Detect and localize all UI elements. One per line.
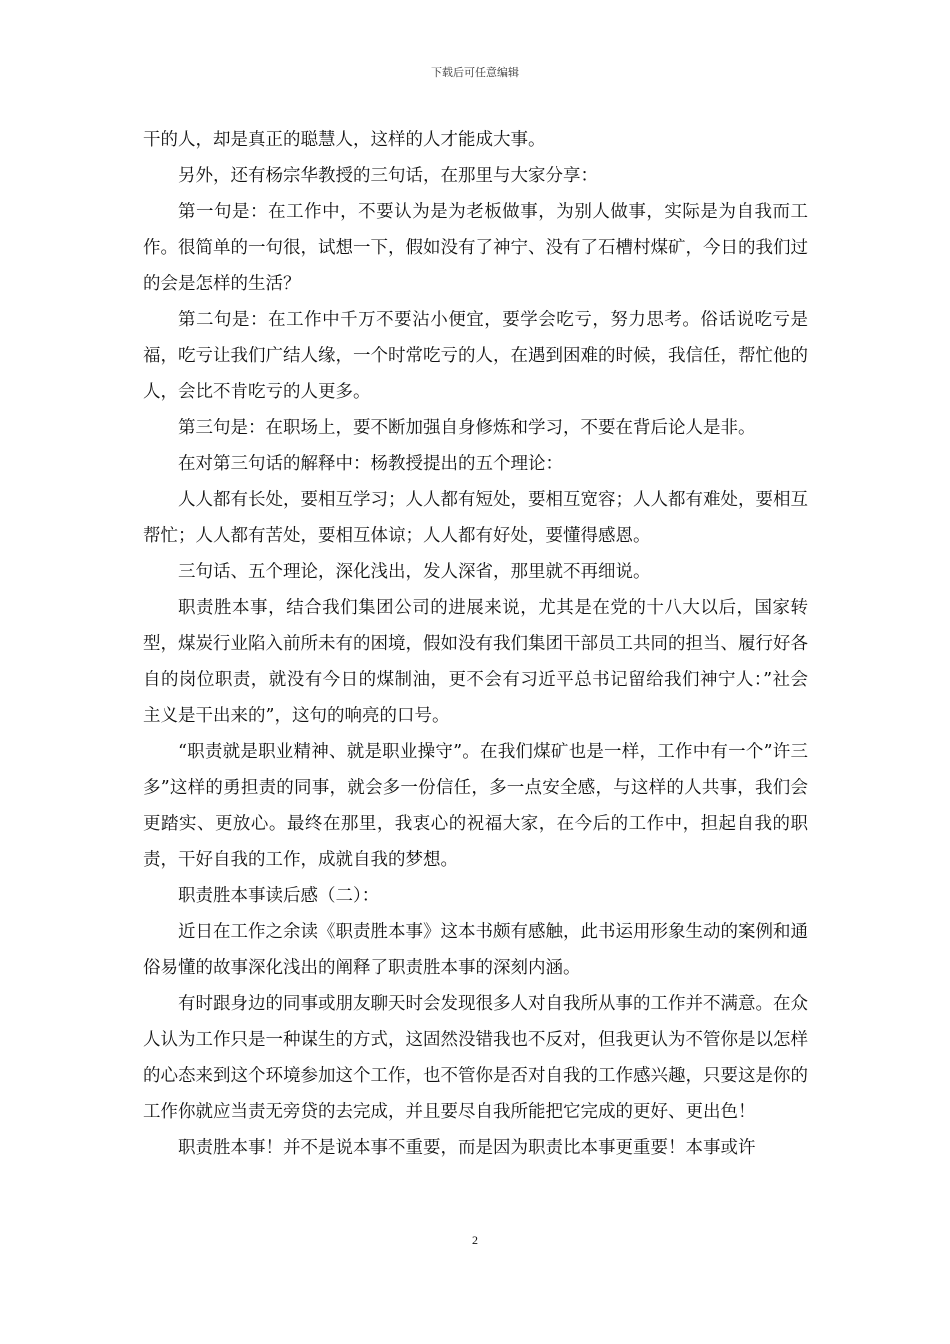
paragraph-6: 在对第三句话的解释中：杨教授提出的五个理论： bbox=[178, 454, 563, 474]
paragraph-14: 职责胜本事！并不是说本事不重要，而是因为职责比本事更重要！本事或许 bbox=[178, 1138, 756, 1158]
paragraph-3: 第一句是：在工作中，不要认为是为老板做事，为别人做事，实际是为自我而工作。很简单的一句很，试想一下，假如没有了神宁、没有了石槽村煤矿，今日的我们过的会是怎样的生活？ bbox=[143, 202, 808, 294]
paragraph-7: 人人都有长处，要相互学习；人人都有短处，要相互宽容；人人都有难处，要相互帮忙；人人都有苦处，要相互体谅；人人都有好处，要懂得感恩。 bbox=[143, 490, 808, 546]
paragraph-9: 职责胜本事，结合我们集团公司的进展来说，尤其是在党的十八大以后，国家转型，煤炭行业陷入前所未有的困境，假如没有我们集团干部员工共同的担当、履行好各自的岗位职责，就没有今日的煤制油，更不会有习近平总书记留给我们神宁人：”社会主义是干出来的”，这句的响亮的口号。 bbox=[143, 598, 808, 726]
paragraph-1: 干的人，却是真正的聪慧人，这样的人才能成大事。 bbox=[143, 130, 546, 150]
document-body bbox=[143, 122, 808, 1166]
paragraph-11: 职责胜本事读后感（二）： bbox=[178, 886, 380, 906]
paragraph-12: 近日在工作之余读《职责胜本事》这本书颇有感触，此书运用形象生动的案例和通俗易懂的故事深化浅出的阐释了职责胜本事的深刻内涵。 bbox=[143, 922, 808, 978]
paragraph-13: 有时跟身边的同事或朋友聊天时会发现很多人对自我所从事的工作并不满意。在众人认为工作只是一种谋生的方式，这固然没错我也不反对，但我更认为不管你是以怎样的心态来到这个环境参加这个工作，也不管你是否对自我的工作感兴趣，只要这是你的工作你就应当责无旁贷的去完成，并且要尽自我所能把它完成的更好、更出色！ bbox=[143, 994, 808, 1122]
page-header: 下载后可任意编辑 bbox=[431, 66, 519, 79]
paragraph-4: 第二句是：在工作中千万不要沾小便宜，要学会吃亏，努力思考。俗话说吃亏是福，吃亏让我们广结人缘，一个时常吃亏的人，在遇到困难的时候，我信任，帮忙他的人，会比不肯吃亏的人更多。 bbox=[143, 310, 808, 402]
page-number: 2 bbox=[472, 1233, 478, 1247]
paragraph-5: 第三句是：在职场上，要不断加强自身修炼和学习，不要在背后论人是非。 bbox=[178, 418, 756, 438]
paragraph-8: 三句话、五个理论，深化浅出，发人深省，那里就不再细说。 bbox=[178, 562, 651, 582]
paragraph-2: 另外，还有杨宗华教授的三句话，在那里与大家分享： bbox=[178, 166, 598, 186]
paragraph-10: “职责就是职业精神、就是职业操守”。在我们煤矿也是一样，工作中有一个”许三多”这样的勇担责的同事，就会多一份信任，多一点安全感，与这样的人共事，我们会更踏实、更放心。最终在那里，我衷心的祝福大家，在今后的工作中，担起自我的职责，干好自我的工作，成就自我的梦想。 bbox=[143, 742, 808, 870]
